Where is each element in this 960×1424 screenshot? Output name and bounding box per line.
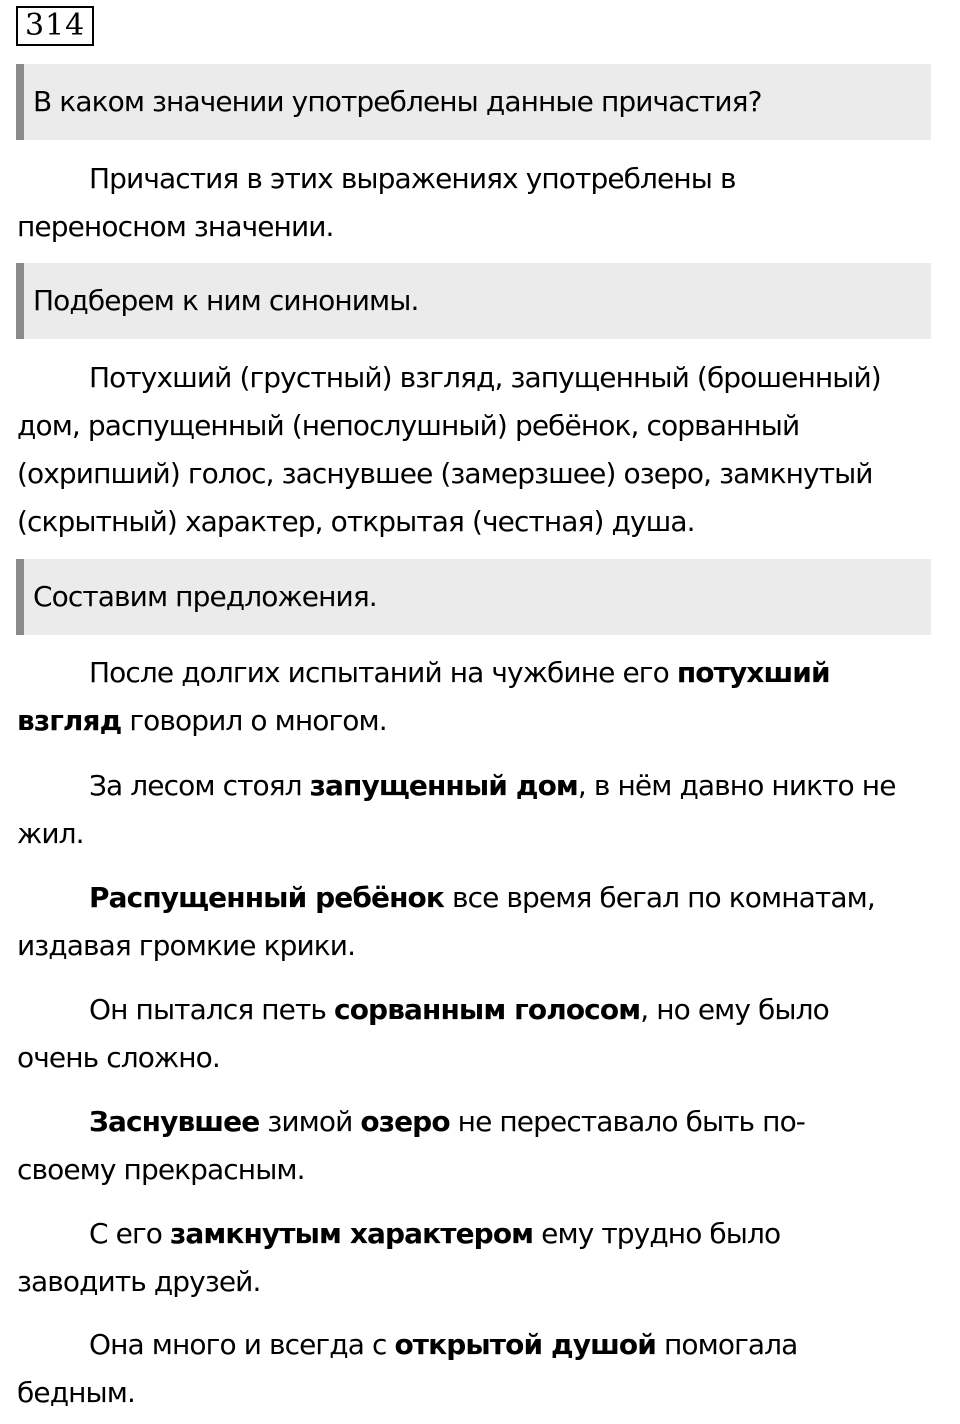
sentence-text: не переставало быть по-: [449, 1105, 806, 1138]
highlighted-phrase: запущенный дом: [309, 769, 578, 802]
highlighted-phrase: замкнутым характером: [170, 1217, 534, 1250]
synonyms-line: (охрипший) голос, заснувшее (замерзшее) озеро, замкнутый: [17, 457, 873, 490]
sentence-text: заводить друзей.: [17, 1265, 261, 1298]
sentence-text: говорил о многом.: [121, 704, 387, 737]
sentence-text: зимой: [259, 1105, 361, 1138]
sentence-text: помогала: [655, 1328, 798, 1361]
sentence-text: издавая громкие крики.: [17, 929, 356, 962]
sentence-7: [17, 1321, 947, 1417]
sentence-text: все время бегал по комнатам,: [444, 881, 875, 914]
sentence-5: [17, 1098, 947, 1194]
sentence-text: жил.: [17, 817, 84, 850]
sentence-1: [17, 649, 947, 745]
sentence-text: своему прекрасным.: [17, 1153, 305, 1186]
sentence-text: Он пытался петь: [89, 993, 335, 1026]
sentence-3: [17, 874, 947, 970]
sentence-text: бедным.: [17, 1376, 135, 1409]
question-sentences: Составим предложения.: [16, 559, 931, 635]
answer-meaning-line: переносном значении.: [17, 210, 334, 243]
highlighted-phrase: открытой душой: [394, 1328, 656, 1361]
sentence-2: [17, 762, 947, 858]
task-number: 314: [16, 6, 94, 46]
highlighted-phrase: сорванным голосом: [334, 993, 641, 1026]
highlighted-phrase: потухший: [676, 656, 830, 689]
highlighted-phrase: озеро: [360, 1105, 450, 1138]
synonyms-line: (скрытный) характер, открытая (честная) душа.: [17, 505, 695, 538]
question-meaning: В каком значении употреблены данные причастия?: [16, 64, 931, 140]
highlighted-phrase: Распущенный ребёнок: [89, 881, 444, 914]
sentence-4: [17, 986, 947, 1082]
highlighted-phrase: Заснувшее: [89, 1105, 260, 1138]
sentence-text: , но ему было: [640, 993, 829, 1026]
answer-meaning-line: Причастия в этих выражениях употреблены в: [89, 162, 736, 195]
synonyms-line: Потухший (грустный) взгляд, запущенный (брошенный): [89, 361, 881, 394]
sentence-text: Она много и всегда с: [89, 1328, 395, 1361]
answer-meaning: [17, 155, 947, 251]
sentence-text: , в нём давно никто не: [577, 769, 896, 802]
synonyms-line: дом, распущенный (непослушный) ребёнок, сорванный: [17, 409, 800, 442]
sentence-text: С его: [89, 1217, 171, 1250]
question-synonyms: Подберем к ним синонимы.: [16, 263, 931, 339]
sentence-text: ему трудно было: [533, 1217, 781, 1250]
answer-synonyms: [17, 354, 947, 546]
sentence-text: После долгих испытаний на чужбине его: [89, 656, 677, 689]
sentence-text: очень сложно.: [17, 1041, 220, 1074]
highlighted-phrase: взгляд: [17, 704, 122, 737]
sentence-6: [17, 1210, 947, 1306]
sentence-text: За лесом стоял: [89, 769, 310, 802]
